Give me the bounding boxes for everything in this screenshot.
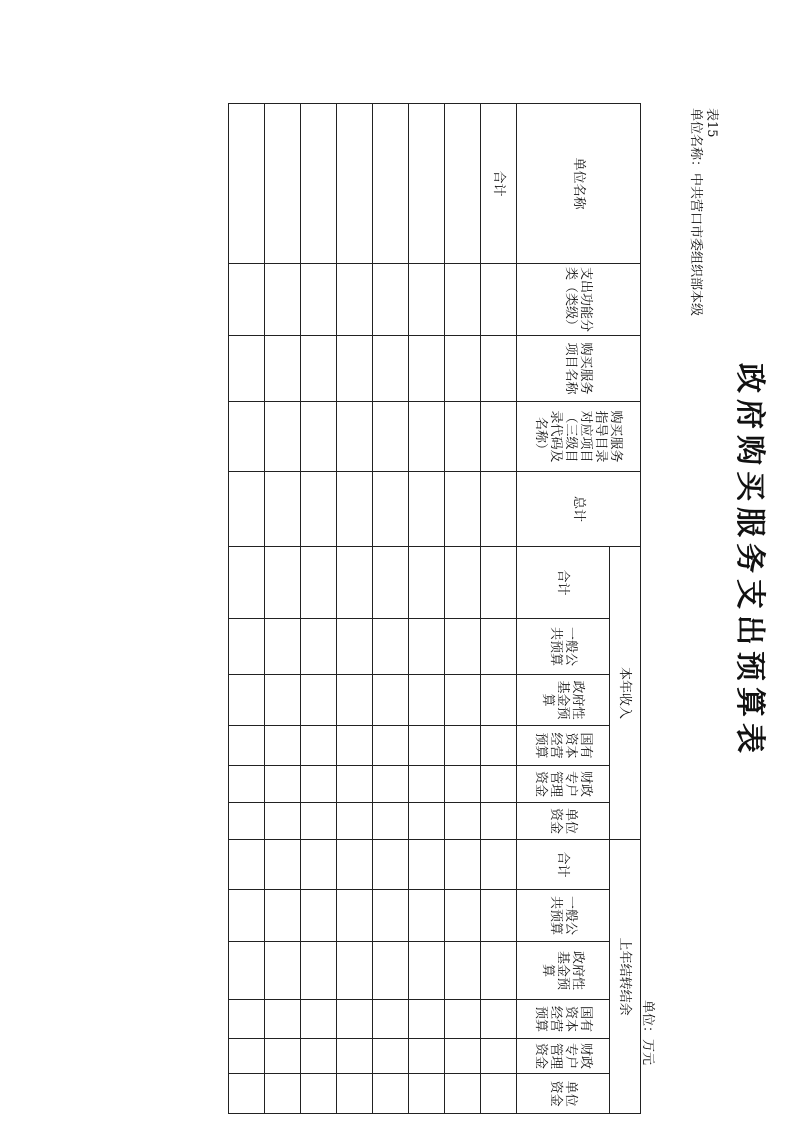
table-cell: [445, 619, 481, 675]
table-cell: [373, 803, 409, 840]
table-cell: [301, 840, 337, 890]
table-cell: [445, 803, 481, 840]
table-cell: [373, 942, 409, 1000]
table-cell: [481, 803, 517, 840]
table-cell: [481, 402, 517, 472]
table-cell: [265, 942, 301, 1000]
table-cell: [337, 890, 373, 942]
table-row: [301, 104, 337, 1114]
table-cell: [373, 547, 409, 619]
table-cell: [229, 1039, 265, 1074]
header-project-name: 购买服务项目名称: [517, 336, 641, 402]
table-cell: [265, 675, 301, 726]
table-cell: [229, 1074, 265, 1114]
table-cell: [445, 472, 481, 547]
table-cell: [481, 1000, 517, 1039]
table-cell: [265, 1000, 301, 1039]
table-cell: [445, 1000, 481, 1039]
table-cell: [409, 766, 445, 803]
table-row: [229, 104, 265, 1114]
table-cell: [481, 547, 517, 619]
table-cell: [337, 726, 373, 766]
table-cell: [301, 675, 337, 726]
table-cell: [445, 840, 481, 890]
table-row: [445, 104, 481, 1114]
table-cell: [229, 803, 265, 840]
table-cell: [265, 547, 301, 619]
table-cell: [373, 675, 409, 726]
table-cell: [337, 472, 373, 547]
table-cell: [409, 402, 445, 472]
table-cell: [373, 766, 409, 803]
table-cell: [337, 264, 373, 336]
header-carry-special-account: 财政专户管理资金: [517, 1039, 610, 1074]
table-row: [265, 104, 301, 1114]
table-cell: [481, 766, 517, 803]
row-unit-name-cell: [301, 104, 337, 264]
header-carry-state-capital: 国有资本经营预算: [517, 1000, 610, 1039]
table-cell: [409, 264, 445, 336]
row-unit-name-cell: [265, 104, 301, 264]
table-cell: [409, 726, 445, 766]
table-cell: [229, 726, 265, 766]
table-cell: [229, 402, 265, 472]
table-cell: [301, 264, 337, 336]
table-cell: [301, 726, 337, 766]
table-cell: [445, 1039, 481, 1074]
table-cell: [481, 726, 517, 766]
table-cell: [265, 336, 301, 402]
header-guide-item: 购买服务指导目录对应项目（三级目录代码及名称）: [517, 402, 641, 472]
table-row: [337, 104, 373, 1114]
table-cell: [229, 840, 265, 890]
header-income-special-account: 财政专户管理资金: [517, 766, 610, 803]
table-cell: [301, 472, 337, 547]
header-row-group: [610, 104, 641, 1114]
table-cell: [481, 1039, 517, 1074]
table-cell: [265, 840, 301, 890]
table-cell: [229, 942, 265, 1000]
table-cell: [373, 726, 409, 766]
table-cell: [229, 766, 265, 803]
table-cell: [373, 840, 409, 890]
unit-name-label: 单位名称：中共营口市委组织部本级: [688, 108, 703, 317]
table-cell: [265, 619, 301, 675]
table-cell: [481, 1074, 517, 1114]
header-income-state-capital: 国有资本经营预算: [517, 726, 610, 766]
table-cell: [337, 766, 373, 803]
table-cell: [301, 890, 337, 942]
table-cell: [409, 336, 445, 402]
table-cell: [373, 619, 409, 675]
row-unit-name-cell: [373, 104, 409, 264]
table-cell: [301, 547, 337, 619]
table-cell: [337, 1039, 373, 1074]
table-cell: [229, 619, 265, 675]
table-cell: [409, 547, 445, 619]
table-cell: [409, 619, 445, 675]
table-cell: [409, 890, 445, 942]
table-cell: [337, 336, 373, 402]
table-cell: [301, 942, 337, 1000]
header-carry-total: 合计: [517, 840, 610, 890]
table-cell: [337, 942, 373, 1000]
table-cell: [409, 803, 445, 840]
row-unit-name-cell: [445, 104, 481, 264]
table-cell: [409, 1074, 445, 1114]
table-cell: [373, 264, 409, 336]
table-cell: [229, 336, 265, 402]
table-cell: [409, 840, 445, 890]
page-title: 政府购买服务支出预算表: [732, 363, 767, 759]
table-cell: [373, 402, 409, 472]
header-unit-name: 单位名称: [517, 104, 641, 264]
table-cell: [265, 803, 301, 840]
table-cell: [265, 402, 301, 472]
table-cell: [301, 803, 337, 840]
table-cell: [409, 1039, 445, 1074]
header-carry-gov-fund: 政府性基金预算: [517, 942, 610, 1000]
row-unit-name-cell: [409, 104, 445, 264]
table-cell: [337, 1000, 373, 1039]
table-cell: [229, 264, 265, 336]
table-cell: [265, 726, 301, 766]
header-income-unit-fund: 单位资金: [517, 803, 610, 840]
table-cell: [481, 619, 517, 675]
header-carry-unit-fund: 单位资金: [517, 1074, 610, 1114]
header-income-general: 一般公共预算: [517, 619, 610, 675]
table-cell: [265, 264, 301, 336]
budget-table: [228, 103, 641, 1114]
table-cell: [373, 1039, 409, 1074]
table-cell: [265, 1039, 301, 1074]
table-cell: [445, 766, 481, 803]
header-current-income: 本年收入: [610, 547, 641, 840]
row-unit-name-cell: [337, 104, 373, 264]
table-cell: [373, 1074, 409, 1114]
table-cell: [445, 890, 481, 942]
table-cell: [265, 766, 301, 803]
table-cell: [337, 547, 373, 619]
table-cell: [445, 336, 481, 402]
table-cell: [409, 675, 445, 726]
table-cell: [337, 619, 373, 675]
table-cell: [445, 402, 481, 472]
table-cell: [445, 547, 481, 619]
table-cell: [409, 1000, 445, 1039]
table-cell: [337, 803, 373, 840]
table-row: [373, 104, 409, 1114]
table-cell: [301, 1074, 337, 1114]
table-number: 表15: [704, 108, 719, 138]
table-cell: [373, 336, 409, 402]
table-cell: [445, 675, 481, 726]
table-cell: [445, 726, 481, 766]
table-cell: [481, 336, 517, 402]
row-unit-name-cell: 合计: [481, 104, 517, 264]
header-income-gov-fund: 政府性基金预算: [517, 675, 610, 726]
table-cell: [373, 472, 409, 547]
table-cell: [373, 1000, 409, 1039]
table-cell: [481, 264, 517, 336]
table-cell: [265, 890, 301, 942]
table-cell: [337, 840, 373, 890]
table-cell: [301, 766, 337, 803]
table-cell: [265, 472, 301, 547]
table-cell: [301, 336, 337, 402]
table-cell: [301, 619, 337, 675]
table-cell: [481, 942, 517, 1000]
table-cell: [337, 675, 373, 726]
table-cell: [229, 1000, 265, 1039]
table-cell: [445, 1074, 481, 1114]
table-cell: [229, 675, 265, 726]
table-cell: [481, 840, 517, 890]
table-cell: [481, 675, 517, 726]
table-cell: [229, 547, 265, 619]
table-cell: [229, 890, 265, 942]
table-cell: [445, 264, 481, 336]
header-grand-total: 总计: [517, 472, 641, 547]
header-prior-carryover: 上年结转结余: [610, 840, 641, 1114]
row-unit-name-cell: [229, 104, 265, 264]
table-cell: [445, 942, 481, 1000]
table-cell: [373, 890, 409, 942]
header-function-class: 支出功能分类（类级）: [517, 264, 641, 336]
table-cell: [409, 942, 445, 1000]
table-cell: [301, 1000, 337, 1039]
table-cell: [481, 472, 517, 547]
table-cell: [409, 472, 445, 547]
table-cell: [301, 402, 337, 472]
table-body: [229, 104, 517, 1114]
header-income-total: 合计: [517, 547, 610, 619]
table-cell: [481, 890, 517, 942]
header-carry-general: 一般公共预算: [517, 890, 610, 942]
table-row: [481, 104, 517, 1114]
table-cell: [337, 402, 373, 472]
table-cell: [337, 1074, 373, 1114]
table-cell: [265, 1074, 301, 1114]
table-cell: [301, 1039, 337, 1074]
table-cell: [229, 472, 265, 547]
table-row: [409, 104, 445, 1114]
unit-amount-label: 单位：万元: [640, 1000, 655, 1066]
